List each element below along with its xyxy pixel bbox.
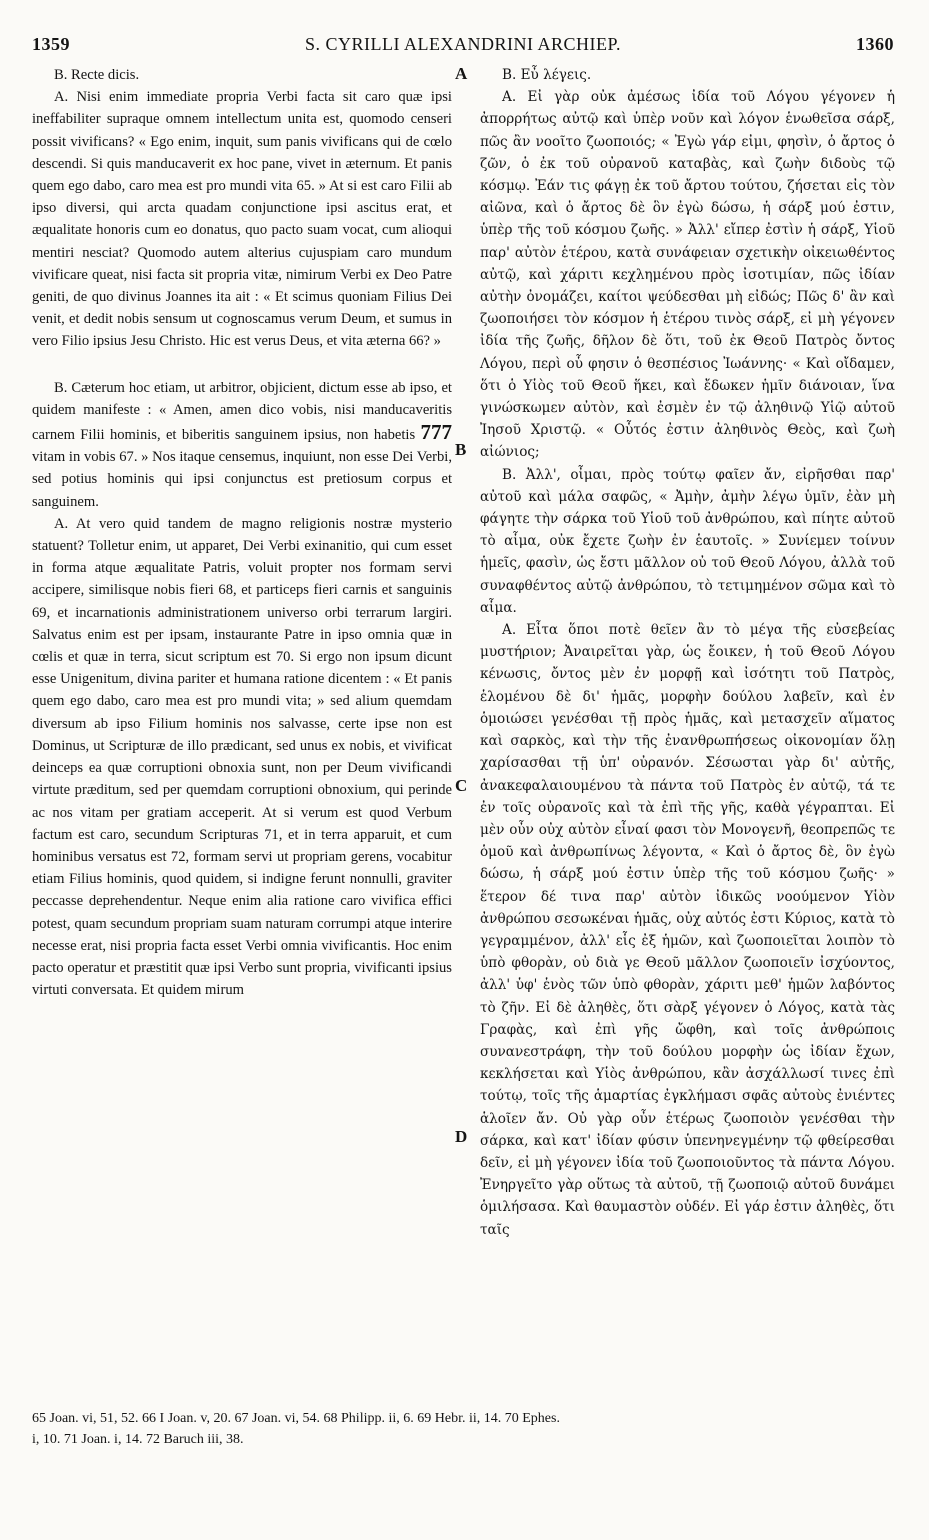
latin-paragraph-2: A. Nisi enim immediate propria Verbi facta sit caro quæ ipsi ineffabiliter supraque omnem intellectum unita est, quomodo censeri possit vivificans? « Ego enim, inquit, sum panis vivificans qui de cœlo descendi. Si quis manducaverit ex hoc pane, vivet in æternum. Et panis quem ego dabo, caro mea est pro mundi vita 65. » At si est caro Filii ab ipso diversi, qui arcta quadam conjunctione ipsi ascitus erat, et æqualitate honoris cum eo donatus, quo pacto suam vocat, cum alioqui mentiri nesciat? Quomodo autem alterius cujuspiam caro mundum vivificare queat, nisi facta sit propria vitæ, nimirum Verbi ex Deo Patre geniti, de quo divinus Joannes ita ait : « Et scimus quoniam Filius Dei venit, et dedit nobis sensum ut cognoscamus verum Deum, et sumus in vero Filio ipsius Jesu Christo. Hic est verus Deus, et vita æterna 66? » bbox=[32, 89, 452, 350]
latin-column bbox=[32, 64, 452, 1001]
footnote-line-1: 65 Joan. vi, 51, 52. 66 I Joan. v, 20. 67 Joan. vi, 54. 68 Philipp. ii, 6. 69 Hebr. ii, 14. 70 Ephes. bbox=[32, 1411, 560, 1426]
margin-marker-b: B bbox=[455, 440, 467, 459]
running-title: S. CYRILLI ALEXANDRINI ARCHIEP. bbox=[304, 34, 621, 54]
latin-paragraph-3-end: vitam in vobis 67. » Nos itaque censemus, inquiunt, non esse Dei Verbi, sed potius hominis qui ipsi conjunctus est pretiosum corpus et sanguinem. bbox=[32, 449, 452, 510]
greek-paragraph-4: A. Εἶτα ὅποι ποτὲ θεῖεν ἂν τὸ μέγα τῆς εὐσεβείας μυστήριον; Ἀναιρεῖται γὰρ, ὡς ἔοικεν, ἡ τοῦ Θεοῦ Λόγου κένωσις, ὄντος μὲν ἐν μορφῇ καὶ ἰσότητι τοῦ Πατρὸς, ἑλομένου δὲ δι' ἡμᾶς, μορφὴν δούλου λαβεῖν, καὶ ἐν ὁμοιώσει γενέσθαι τῇ πρὸς ἡμᾶς, καὶ μετασχεῖν αἵματος καὶ σαρκὸς, καὶ τὴν τῆς ἐνανθρωπήσεως οἰκονομίαν ὅλῃ χαρίσασθαι τῇ ὑπ' οὐρανόν. Σέσωσται γὰρ δι' αὐτῆς, ἀνακεφαλαιουμένου τὰ πάντα τοῦ Πατρὸς ἐν αὐτῷ, τά τε ἐν τοῖς οὐρανοῖς καὶ τὰ ἐπὶ τῆς γῆς, καθὰ γέγραπται. Εἰ μὲν οὖν οὐχ αὐτὸν εἶναί φασι τὸν Μονογενῆ, θεοπρεπῶς τε ὁμοῦ καὶ ἀνθρωπίνως λέγοντα, « Καὶ ὁ ἄρτος δὲ, ὃν ἐγὼ δώσω, ἡ σάρξ μού ἐστιν ὑπὲρ τῆς τοῦ κόσμου ζωῆς· » ἕτερον δέ τινα παρ' αὐτὸν ἰδικῶς νοούμενον Υἱὸν ἀνθρώπου σεσωκέναι ἡμᾶς, οὐχ αὐτός ἐστι Κύριος, κατὰ τὸ γεγραμμένον, ἀλλ' εἷς ἐξ ἡμῶν, καὶ ζωοποιεῖται λοιπὸν τὸ ὑπὸ φθορὰν, οὐ διὰ γε Θεοῦ μᾶλλον ζωοποιεῖν ἰσχύοντος, ἀλλ' ὑφ' ἑνὸς τῶν ὑπὸ φθορὰν, χάριτι μεθ' ἡμῶν λαβόντος τὸ ζῆν. Εἰ δὲ ἀληθὲς, ὅτι σὰρξ γέγονεν ὁ Λόγος, κατὰ τὰς Γραφὰς, καὶ ἐπὶ γῆς ὤφθη, καὶ τοῖς ἀνθρώποις συνανεστράφη, τὴν τοῦ δούλου μορφὴν ὡς ἰδίαν ἔχων, κεκλήσεται καὶ Υἱὸς ἀνθρώπου, κἂν ἀσχάλλωσί τινες ἐπὶ τούτῳ, τοῖς τῆς ἁμαρτίας ἐγκλήμασι σφᾶς αὐτοὺς ἐνιέντες ἁλοῖεν ἄν. Οὐ γὰρ οὖν ἑτέρως ζωοποιὸν γενέσθαι τὴν σάρκα, καὶ κατ' ἰδίαν φύσιν ὑπενηνεγμένην τῷ φθείρεσθαι δεῖν, εἰ μὴ γέγονεν ἰδία τοῦ ζωοποιοῦντος τὰ πάντα Λόγου. Ἐνηργεῖτο γὰρ οὕτως τὰ αὐτοῦ, τῇ ζωοποιῷ αὐτοῦ δυνάμει ὁμιλήσασα. Καὶ θαυμαστὸν οὐδέν. Εἰ γάρ ἐστιν ἀληθὲς, ὅτι ταῖς bbox=[480, 622, 895, 1238]
latin-paragraph-1: B. Recte dicis. bbox=[54, 67, 140, 83]
greek-paragraph-3: B. Ἀλλ', οἶμαι, πρὸς τούτῳ φαῖεν ἄν, εἰρῆσθαι παρ' αὐτοῦ καὶ μάλα σαφῶς, « Ἀμὴν, ἀμὴν λέγω ὑμῖν, ἐὰν μὴ φάγητε τὴν σάρκα τοῦ Υἱοῦ τοῦ ἀνθρώπου, καὶ πίητε αὐτοῦ τὸ αἷμα, οὐκ ἔχετε ζωὴν ἐν ἑαυτοῖς. » Συνίεμεν τοίνυν ἡμεῖς, φασὶν, ὡς ἔστι μᾶλλον οὐ τοῦ Θεοῦ Λόγου, ἀλλὰ τοῦ συναφθέντος αὐτῷ ἀνθρώπου, τὸ τετιμημένον σῶμα καὶ τὸ αἷμα. bbox=[480, 466, 895, 616]
greek-paragraph-1: B. Εὖ λέγεις. bbox=[502, 67, 592, 83]
margin-marker-a: A bbox=[455, 64, 468, 83]
page-number-left: 1359 bbox=[32, 34, 70, 54]
running-header bbox=[32, 34, 894, 56]
latin-paragraph-3-start: B. Cæterum hoc etiam, ut arbitror, objicient, dictum esse ab ipso, et quidem manifeste : « Amen, amen dico vobis, nisi manducaveritis carnem Filii hominis, et biberitis sanguinem ipsius, non habetis bbox=[32, 379, 452, 444]
margin-marker-d: D bbox=[455, 1127, 468, 1146]
greek-paragraph-2: A. Εἰ γὰρ οὐκ ἀμέσως ἰδία τοῦ Λόγου γέγονεν ἡ ἀπορρήτως αὐτῷ καὶ ὑπὲρ νοῦν καὶ λόγον ἑνωθεῖσα σάρξ, πῶς ἂν νοοῖτο ζωοποιός; « Ἐγὼ γάρ εἰμι, φησὶν, ὁ ἄρτος ὁ ζῶν, ὁ ἐκ τοῦ οὐρανοῦ καταβὰς, καὶ ζωὴν διδοὺς τῷ κόσμῳ. Ἐάν τις φάγῃ ἐκ τοῦ ἄρτου τούτου, ζήσεται εἰς τὸν αἰῶνα, καὶ ὁ ἄρτος δὲ ὃν ἐγὼ δώσω, ἡ σάρξ μού ἐστιν, ὑπὲρ τῆς τοῦ κόσμου ζωῆς. » Ἀλλ' εἴπερ ἐστὶν ἡ σάρξ, Υἱοῦ παρ' αὐτὸν ἑτέρου, κατὰ συνάφειαν σχετικὴν οἰκειωθέντος αὐτῷ, καὶ χάριτι κεχλημένου πρὸς ἰσοτιμίαν, πῶς ἰδίαν αὐτὴν ὀνομάζει, καίτοι ψεύδεσθαι μὴ εἰδώς; Πῶς δ' ἂν καὶ ζωοποιήσει τὸν κόσμον ἡ ἑτέρου τινὸς σάρξ, εἰ μὴ γέγονεν ἰδία τῆς ζωῆς, δῆλον δὲ ὅτι, τοῦ ἐκ Θεοῦ Πατρὸς ὄντος Λόγου, περὶ οὗ φησιν ὁ θεσπέσιος Ἰωάννης· « Καὶ οἴδαμεν, ὅτι ὁ Υἱὸς τοῦ Θεοῦ ἥκει, καὶ ἔδωκεν ἡμῖν διάνοιαν, ἵνα γινώσκωμεν αὐτὸν, καὶ ἐσμὲν ἐν τῷ ἀληθινῷ Υἱῷ αὐτοῦ Ἰησοῦ Χριστῷ. « Οὗτός ἐστιν ἀληθινὸς Θεὸς, καὶ ζωὴ αἰώνιος; bbox=[480, 89, 895, 461]
page-number-right: 1360 bbox=[856, 34, 894, 54]
footnote-line-2: i, 10. 71 Joan. i, 14. 72 Baruch iii, 38. bbox=[32, 1432, 244, 1447]
paragraph-gap bbox=[32, 353, 452, 377]
latin-paragraph-3 bbox=[32, 377, 452, 513]
latin-paragraph-4: A. At vero quid tandem de magno religionis nostræ mysterio statuent? Tolletur enim, ut apparet, Dei Verbi exinanitio, qui cum esset in forma atque æqualitate Patris, voluit propter nos formam servi accipere, similisque nobis fieri 68, et particeps fieri carnis et sanguinis 69, et incarnationis administrationem universo orbi terrarum largiri. Salvatus enim est per ipsam, instaurante Patre in ipso omnia quæ in cœlis et quæ in terra, sicut scriptum est 70. Si ergo non ipsum dicunt esse Unigenitum, divina pariter et humana ratione dicentem : « Et panis quem ego dabo, caro mea est pro mundi vita; » sed alium quemdam diversum ab ipso Filium hominis nos salvasse, certe ipse non est Dominus, ut Scripturæ de illo prædicant, sed unus ex nobis, et vivificat deinceps ea quæ corruptioni obnoxia sunt, non per Deum vivificandi virtute præditum, sed per quemdam corruptioni obnoxium, qui perinde ac nos vitam per gratiam acceperit. At si verum est quod Verbum factum est caro, secundum Scripturas 71, et in terra apparuit, et cum hominibus versatus est 72, formam servi ut propriam gerens, vocabitur etiam Filius hominis, quod quidem, si indigne ferunt nonnulli, graviter peccasse deprehendentur. Neque enim alia ratione caro vivifica effici potest, quam secundum propriam suam naturam corrumpi atque interire necesse erat, nisi propria facta esset Verbi omnia vivificantis. Hoc enim pacto operatur et præstitit quæ ipsi Verbo sunt propria, vivificanti ipsius virtuti conversata. Et quidem mirum bbox=[32, 515, 452, 999]
column-number-777: 777 bbox=[420, 420, 452, 445]
footnotes bbox=[32, 1408, 892, 1450]
margin-marker-c: C bbox=[455, 776, 468, 795]
greek-column bbox=[480, 64, 895, 1241]
